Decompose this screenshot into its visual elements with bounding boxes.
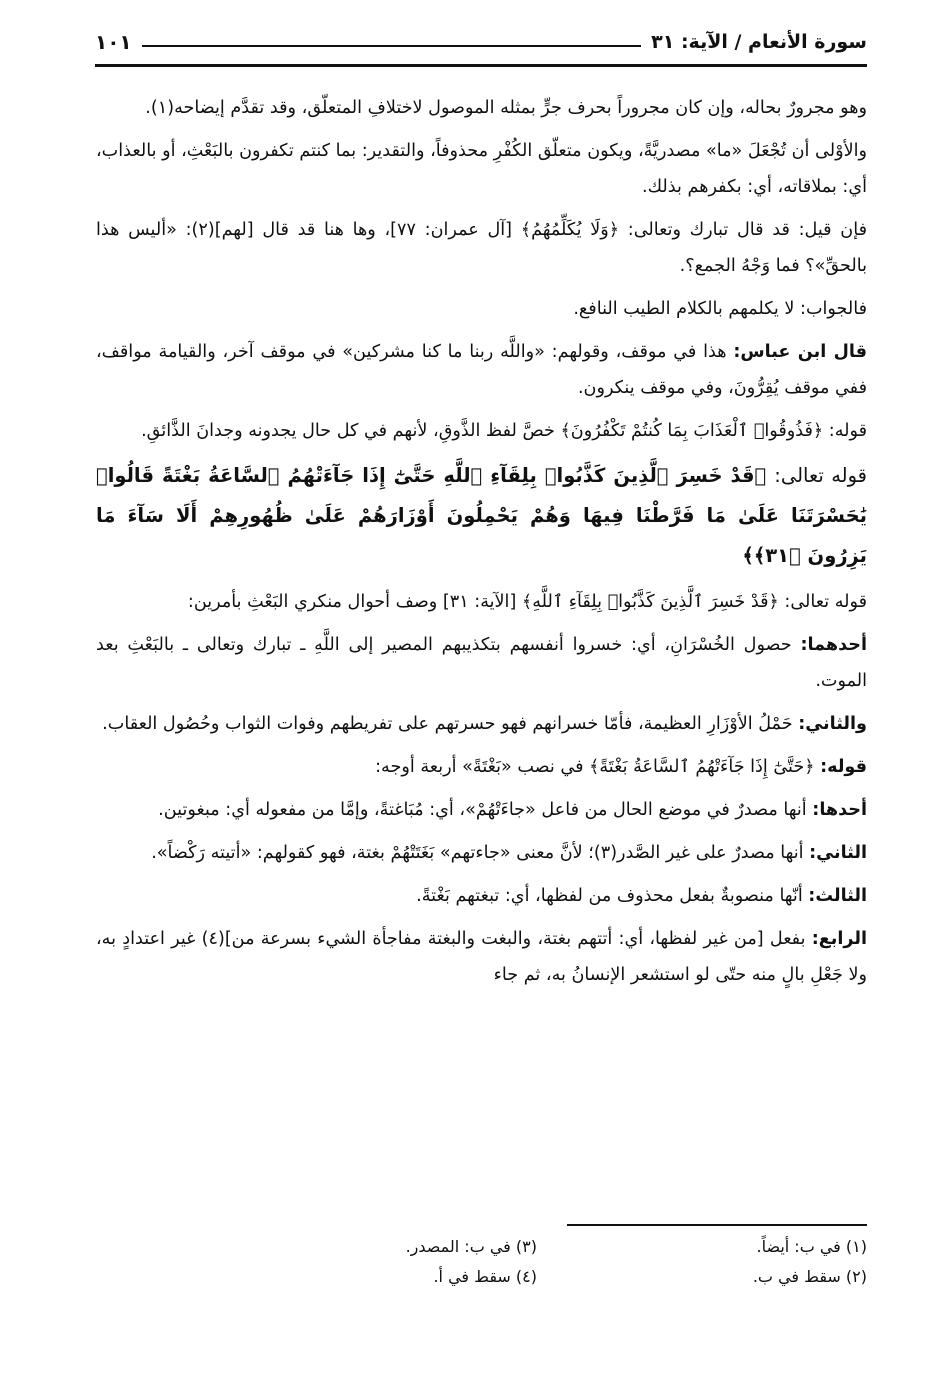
ayah-lead: قوله تعالى: <box>774 464 868 487</box>
paragraph: قال ابن عباس: هذا في موقف، وقولهم: «واللَّه ربنا ما كنا مشركين» في موقف آخر، والقيامة مواقف، ففي موقف يُقِرُّونَ، وفي موقف ينكرون. <box>96 342 867 398</box>
footnote: (٣) في ب: المصدر. <box>405 1237 537 1256</box>
paragraph: والأوْلى أن تُجْعَلَ «ما» مصدريَّةً، ويكون متعلّق الكُفْرِ محذوفاً، والتقدير: بما كنتم تكفرون بالبَعْثِ، أو بالعذاب، أي: بملاقاته، أي: بكفرهم بذلك. <box>96 141 867 197</box>
ayah-text: ﴿قَدْ خَسِرَ ٱلَّذِينَ كَذَّبُوا۟ بِلِقَآءِ ٱللَّهِ حَتَّىٰٓ إِذَا جَآءَتْهُمُ ٱلسَّاعَةُ بَغْتَةً قَالُوا۟ يَٰحَسْرَتَنَا عَلَىٰ مَا فَرَّطْنَا فِيهَا وَهُمْ يَحْمِلُونَ أَوْزَارَهُمْ عَلَىٰ ظُهُورِهِمْ أَلَا سَآءَ مَا يَزِرُونَ ﴿٣١﴾﴾ <box>96 464 867 567</box>
paragraph: أحدهما: حصول الخُسْرَانِ، أي: خسروا أنفسهم بتكذيبهم المصير إلى اللَّهِ ـ تبارك وتعالى ـ بالبَعْثِ بعد الموت. <box>96 635 867 691</box>
ayah-block <box>96 456 867 576</box>
footnote-column-left <box>237 1232 537 1292</box>
paragraph: قوله تعالى: ﴿قَدْ خَسِرَ ٱلَّذِينَ كَذَّبُوا۟ بِلِقَآءِ ٱللَّهِ﴾ [الآية: ٣١] وصف أحوال منكري البَعْثِ بأمرين: <box>187 592 867 612</box>
page-body <box>96 90 867 1000</box>
header-line <box>142 45 642 47</box>
paragraph: الثاني: أنها مصدرٌ على غير الصَّدر(٣)؛ لأنَّ معنى «جاءتهم» بَغَتَتْهُمْ بغتة، فهو كقولهم: «أتيته رَكْضاً». <box>151 843 867 863</box>
footnote: (١) في ب: أيضاً. <box>756 1237 867 1256</box>
header-rule <box>95 64 867 67</box>
paragraph: فالجواب: لا يكلمهم بالكلام الطيب النافع. <box>573 299 867 319</box>
paragraph: قوله: ﴿حَتَّىٰٓ إِذَا جَآءَتْهُمُ ٱلسَّاعَةُ بَغْتَةً﴾ في نصب «بَغْتَةً» أربعة أوجه: <box>375 757 867 777</box>
footnote: (٢) سقط في ب. <box>752 1267 867 1286</box>
paragraph: الرابع: بفعل [من غير لفظها، أي: أتتهم بغتة، والبغت والبغتة مفاجأة الشيء بسرعة من](٤) غير اعتدادٍ به، ولا جَعْلِ بالٍ منه حتّى لو استشعر الإنسانُ به، ثم جاء <box>96 929 868 985</box>
paragraph: أحدها: أنها مصدرٌ في موضع الحال من فاعل «جاءَتْهُمْ»، أي: مُبَاغتةً، وإمَّا من مفعوله أي: مبغوتين. <box>158 800 867 820</box>
footnote-column-right <box>537 1232 867 1292</box>
paragraph: قوله: ﴿فَذُوقُوا۟ ٱلْعَذَابَ بِمَا كُنتُمْ تَكْفُرُونَ﴾ خصَّ لفظ الذَّوقِ، لأنهم في كل حال يجدونه وجدانَ الذَّائقِ. <box>141 421 867 441</box>
footnote: (٤) سقط في أ. <box>433 1267 537 1286</box>
paragraph: الثالث: أنّها منصوبةٌ بفعل محذوف من لفظها، أي: تبغتهم بَغْتةً. <box>416 886 867 906</box>
page-number: ١٠١ <box>95 30 132 54</box>
paragraph: وهو مجرورٌ بحاله، وإن كان مجروراً بحرف جرٍّ بمثله الموصول لاختلافِ المتعلّق، وقد تقدَّم إيضاحه(١). <box>145 98 867 118</box>
footnotes <box>96 1232 867 1292</box>
paragraph: فإن قيل: قد قال تبارك وتعالى: ﴿وَلَا يُكَلِّمُهُمُ﴾ [آل عمران: ٧٧]، وها هنا قد قال [لهم](٢): «أليس هذا بالحقِّ»؟ فما وَجْهُ الجمع؟. <box>96 220 867 276</box>
footnote-rule <box>567 1224 867 1226</box>
paragraph: والثاني: حَمْلُ الأوْزَارِ العظيمة، فأمّا خسرانهم فهو حسرتهم على تفريطهم وفوات الثواب وحُصُول العقاب. <box>102 714 867 734</box>
page-header <box>95 22 867 62</box>
header-title: سورة الأنعام / الآية: ٣١ <box>651 31 867 53</box>
